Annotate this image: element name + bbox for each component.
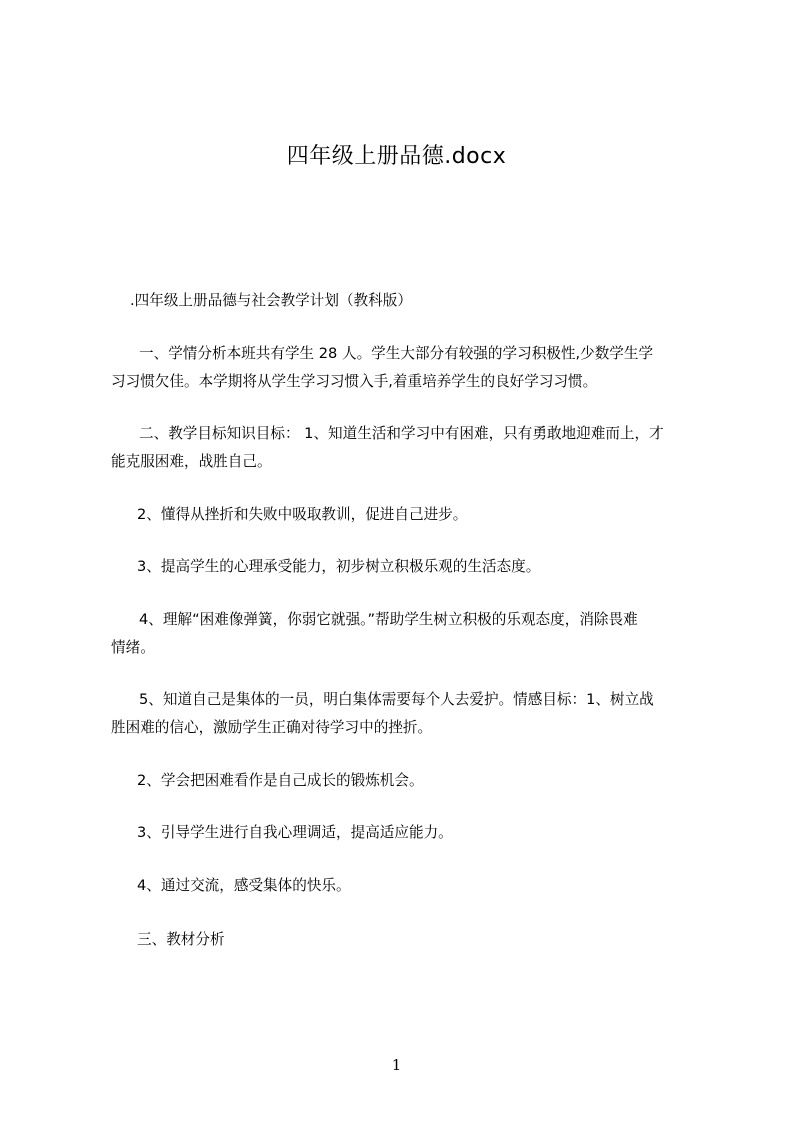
text-line: 胜困难的信心，激励学生正确对待学习中的挫折。 <box>111 719 433 736</box>
text-line: 情绪。 <box>111 639 155 656</box>
text-line: .四年级上册品德与社会教学计划（教科版） <box>130 292 412 309</box>
paragraph-emotion-2 <box>111 767 711 795</box>
text-line: 习习惯欠佳。本学期将从学生学习习惯入手,着重培养学生的良好学习习惯。 <box>111 373 598 390</box>
paragraph-emotion-3 <box>111 819 711 847</box>
paragraph-student-analysis <box>111 340 711 396</box>
text-line: 3、引导学生进行自我心理调适，提高适应能力。 <box>137 824 453 841</box>
document-title: 四年级上册品德.docx <box>286 144 507 169</box>
page-number: 1 <box>391 1056 402 1074</box>
plan-heading <box>130 287 730 315</box>
text-line: 3、提高学生的心理承受能力，初步树立积极乐观的生活态度。 <box>137 558 541 575</box>
text-line: 二、教学目标知识目标： 1、知道生活和学习中有困难，只有勇敢地迎难而上，才 <box>139 425 664 442</box>
paragraph-goal-2 <box>111 501 711 529</box>
paragraph-goal-4 <box>111 606 711 662</box>
text-line: 三、教材分析 <box>137 931 225 948</box>
text-line: 能克服困难，战胜自己。 <box>111 453 272 470</box>
paragraph-emotion-4 <box>111 872 711 900</box>
text-line: 4、理解“困难像弹簧，你弱它就强。”帮助学生树立积极的乐观态度，消除畏难 <box>139 611 638 628</box>
paragraph-goal-3 <box>111 553 711 581</box>
text-line: 5、知道自己是集体的一员，明白集体需要每个人去爱护。情感目标：1、树立战 <box>139 691 654 708</box>
paragraph-goal-5 <box>111 686 711 742</box>
section-heading-textbook-analysis <box>111 926 711 954</box>
text-line: 2、懂得从挫折和失败中吸取教训，促进自己进步。 <box>137 506 468 523</box>
text-line: 2、学会把困难看作是自己成长的锻炼机会。 <box>137 772 424 789</box>
paragraph-teaching-goals <box>111 420 711 476</box>
text-line: 一、学情分析本班共有学生 28 人。学生大部分有较强的学习积极性,少数学生学 <box>139 345 654 362</box>
text-line: 4、通过交流，感受集体的快乐。 <box>137 877 351 894</box>
